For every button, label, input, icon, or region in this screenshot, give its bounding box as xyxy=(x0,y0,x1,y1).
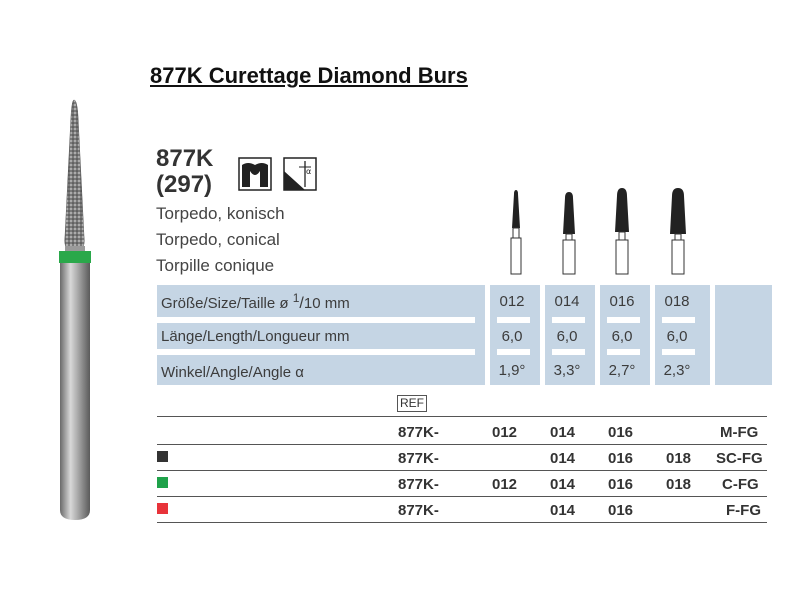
ref-label: REF xyxy=(397,395,427,412)
spec-cell-divider xyxy=(607,349,640,355)
spec-size-value: 018 xyxy=(664,293,690,310)
spec-angle-value: 2,7° xyxy=(608,362,636,379)
order-divider xyxy=(157,496,767,497)
description-fr: Torpille conique xyxy=(156,256,275,275)
order-divider xyxy=(157,444,767,445)
page-title: 877K Curettage Diamond Burs xyxy=(150,63,468,88)
bur-image xyxy=(50,96,100,526)
grit-black-swatch xyxy=(157,451,168,462)
order-size-014: 014 xyxy=(550,450,576,467)
size-label-numerator: 1 xyxy=(292,291,300,305)
spec-row-divider xyxy=(157,349,475,355)
spec-length-value: 6,0 xyxy=(501,328,523,345)
order-prefix: 877K- xyxy=(398,450,439,467)
spec-cell-divider xyxy=(497,317,530,323)
order-size-018: 018 xyxy=(666,450,692,467)
angle-icon xyxy=(283,157,317,191)
size-label: Größe/Size/Taille ø $^1$/10 mm xyxy=(161,291,350,312)
spec-column-blank xyxy=(710,285,772,385)
order-shank: F-FG xyxy=(726,502,761,519)
spec-angle-value: 1,9° xyxy=(498,362,526,379)
svg-text:α: α xyxy=(306,167,312,176)
order-size-016: 016 xyxy=(608,450,634,467)
order-divider xyxy=(157,522,767,523)
order-shank: C-FG xyxy=(722,476,759,493)
order-size-014: 014 xyxy=(550,476,576,493)
description-en: Torpedo, conical xyxy=(156,230,280,249)
size-label-unit: 10 mm xyxy=(303,295,350,312)
bur-size-016-image xyxy=(610,186,634,276)
spec-angle-value: 2,3° xyxy=(663,362,691,379)
description-de: Torpedo, konisch xyxy=(156,204,285,223)
order-size-016: 016 xyxy=(608,476,634,493)
spec-size-value: 012 xyxy=(499,293,525,310)
spec-size-value: 014 xyxy=(554,293,580,310)
spec-cell-divider xyxy=(497,349,530,355)
size-label-text: Größe/Size/Taille ø xyxy=(161,295,289,312)
order-shank: M-FG xyxy=(720,424,759,441)
spec-length-value: 6,0 xyxy=(666,328,688,345)
order-size-016: 016 xyxy=(608,502,634,519)
bur-size-012-image xyxy=(504,188,528,278)
order-divider xyxy=(157,470,767,471)
order-size-012: 012 xyxy=(492,424,518,441)
spec-length-value: 6,0 xyxy=(556,328,578,345)
angle-label: Winkel/Angle/Angle α xyxy=(161,364,304,381)
product-code: 877K xyxy=(156,145,214,172)
spec-cell-divider xyxy=(552,317,585,323)
bur-size-018-image xyxy=(666,186,690,276)
order-prefix: 877K- xyxy=(398,476,439,493)
spec-length-value: 6,0 xyxy=(611,328,633,345)
iso-code: (297) xyxy=(156,171,213,198)
grit-red-swatch xyxy=(157,503,168,514)
spec-cell-divider xyxy=(662,349,695,355)
order-size-014: 014 xyxy=(550,424,576,441)
spec-angle-value: 3,3° xyxy=(553,362,581,379)
cavity-shape-icon xyxy=(238,157,272,191)
length-label: Länge/Length/Longueur mm xyxy=(161,328,350,345)
spec-size-value: 016 xyxy=(609,293,635,310)
spec-cell-divider xyxy=(552,349,585,355)
order-divider xyxy=(157,416,767,417)
order-size-018: 018 xyxy=(666,476,692,493)
order-prefix: 877K- xyxy=(398,424,439,441)
order-size-012: 012 xyxy=(492,476,518,493)
bur-size-014-image xyxy=(557,188,581,278)
order-size-014: 014 xyxy=(550,502,576,519)
spec-cell-divider xyxy=(607,317,640,323)
order-shank: SC-FG xyxy=(716,450,763,467)
spec-cell-divider xyxy=(662,317,695,323)
order-size-016: 016 xyxy=(608,424,634,441)
grit-green-swatch xyxy=(157,477,168,488)
spec-row-divider xyxy=(157,317,475,323)
order-prefix: 877K- xyxy=(398,502,439,519)
